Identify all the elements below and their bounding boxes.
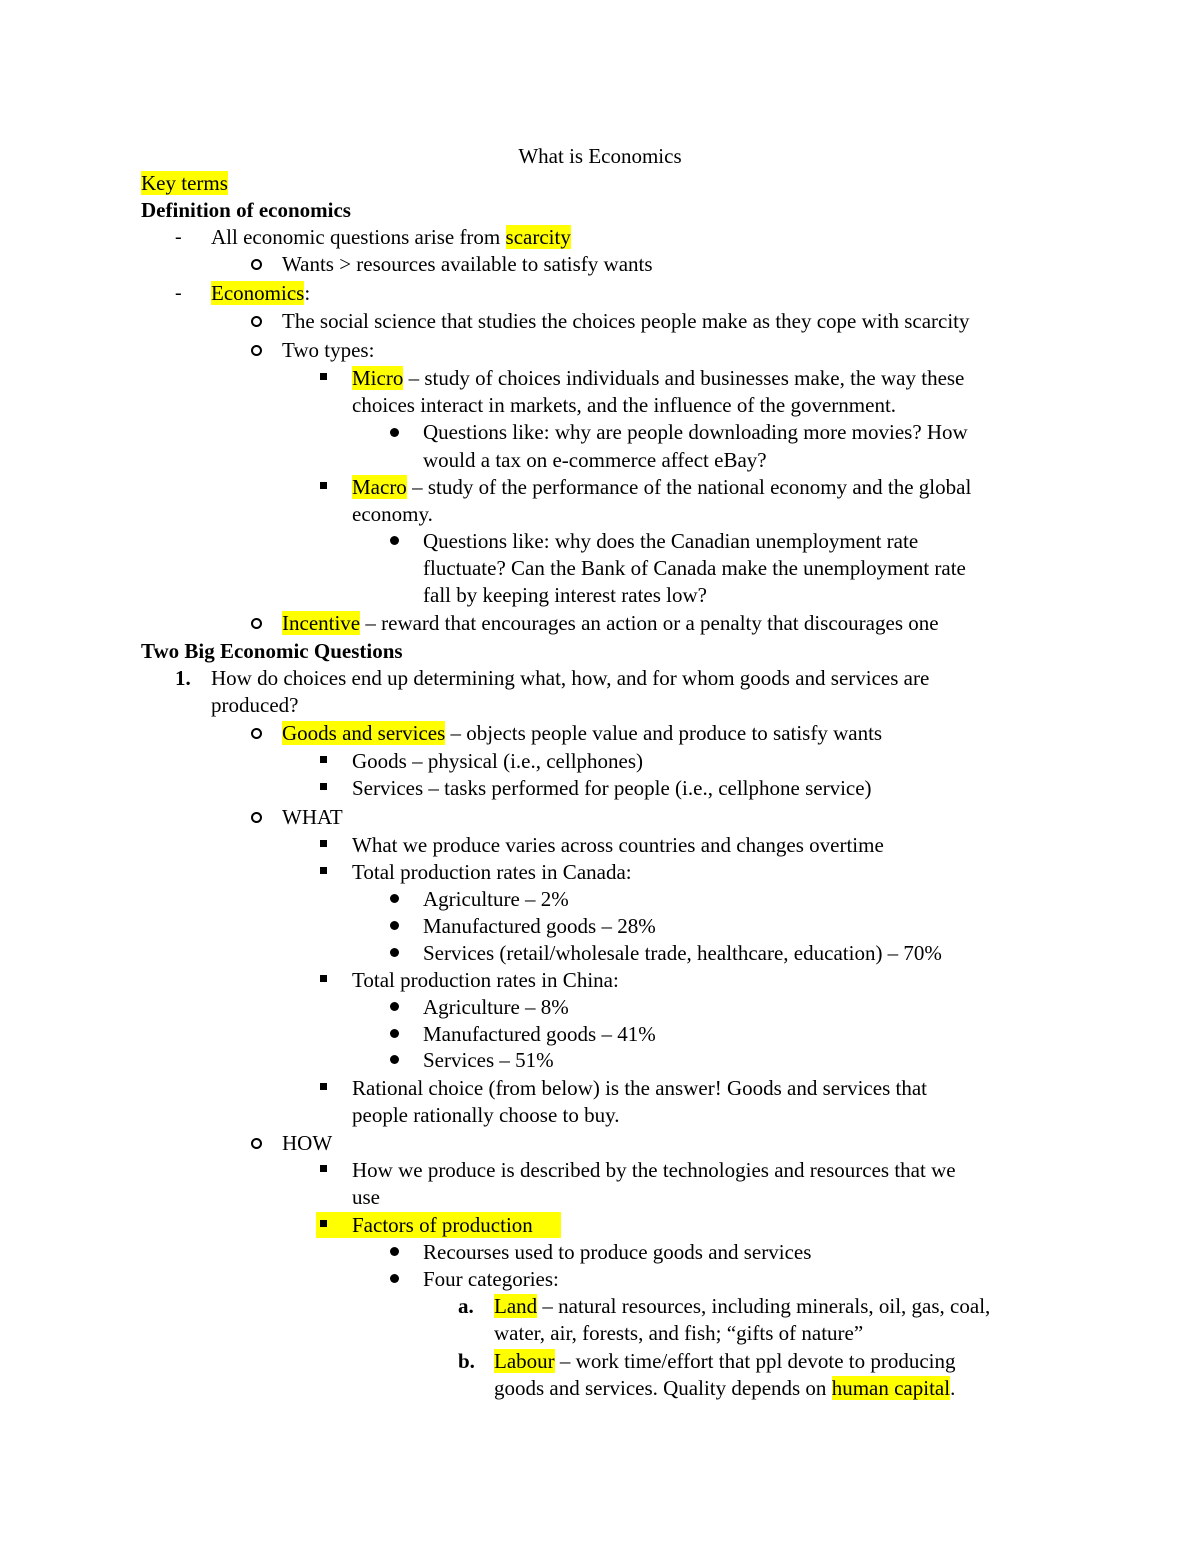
land-line: Land – natural resources, including minerals, oil, gas, coal, xyxy=(494,1294,991,1318)
two-big-questions-heading: Two Big Economic Questions xyxy=(141,639,403,663)
square-bullet-icon xyxy=(320,756,327,763)
factors-label: Factors of production xyxy=(352,1213,533,1237)
china-item: Services – 51% xyxy=(423,1048,554,1072)
ring-bullet-icon xyxy=(251,618,262,629)
key-terms-heading xyxy=(141,169,228,197)
rational-line: Rational choice (from below) is the answer! Goods and services that xyxy=(352,1076,927,1100)
goods-line: Goods – physical (i.e., cellphones) xyxy=(352,749,644,773)
scarcity-line: All economic questions arise from scarcity xyxy=(211,225,571,249)
square-bullet-icon xyxy=(320,867,327,874)
china-item: Manufactured goods – 41% xyxy=(423,1022,656,1046)
ring-bullet-icon xyxy=(251,728,262,739)
human-capital-term: human capital xyxy=(831,1376,951,1400)
question-1-line-2: produced? xyxy=(211,693,299,717)
rational-line-2: people rationally choose to buy. xyxy=(352,1103,620,1127)
what-vary-line: What we produce varies across countries and changes overtime xyxy=(352,833,884,857)
dot-bullet-icon xyxy=(390,894,399,903)
square-bullet-icon xyxy=(320,1220,327,1227)
ring-bullet-icon xyxy=(251,345,262,356)
what-label: WHAT xyxy=(282,805,343,829)
macro-question-line: Questions like: why does the Canadian unemployment rate xyxy=(423,529,919,553)
dot-bullet-icon xyxy=(390,1002,399,1011)
incentive-term: Incentive xyxy=(282,611,361,635)
dot-bullet-icon xyxy=(390,1029,399,1038)
how-line-2: use xyxy=(352,1185,380,1209)
services-line: Services – tasks performed for people (i.e., cellphone service) xyxy=(352,776,872,800)
ring-bullet-icon xyxy=(251,812,262,823)
page-title: What is Economics xyxy=(518,144,682,168)
canada-item: Manufactured goods – 28% xyxy=(423,914,656,938)
scarcity-term: scarcity xyxy=(505,225,571,249)
dot-bullet-icon xyxy=(390,948,399,957)
square-bullet-icon xyxy=(320,975,327,982)
dash-bullet: - xyxy=(175,282,182,304)
macro-line-2: economy. xyxy=(352,502,433,526)
ring-bullet-icon xyxy=(251,316,262,327)
recourses-line: Recourses used to produce goods and services xyxy=(423,1240,812,1264)
macro-line: Macro – study of the performance of the national economy and the global xyxy=(352,475,972,499)
key-terms-text: Key terms xyxy=(141,171,228,195)
macro-question-line-2: fluctuate? Can the Bank of Canada make the unemployment rate xyxy=(423,556,966,580)
economics-line: Economics: xyxy=(211,281,311,305)
goods-services-term: Goods and services xyxy=(282,721,446,745)
land-letter: a. xyxy=(458,1294,474,1318)
four-categories-line: Four categories: xyxy=(423,1267,559,1291)
micro-question-line: Questions like: why are people downloading more movies? How xyxy=(423,420,968,444)
question-1-line: How do choices end up determining what, how, and for whom goods and services are xyxy=(211,666,930,690)
how-label: HOW xyxy=(282,1131,333,1155)
social-science-line: The social science that studies the choices people make as they cope with scarcity xyxy=(282,309,970,333)
square-bullet-icon xyxy=(320,1083,327,1090)
micro-line: Micro – study of choices individuals and businesses make, the way these xyxy=(352,366,965,390)
china-heading: Total production rates in China: xyxy=(352,968,619,992)
question-number: 1. xyxy=(175,666,191,690)
labour-line-2: goods and services. Quality depends on human capital. xyxy=(494,1376,956,1400)
macro-question-line-3: fall by keeping interest rates low? xyxy=(423,583,707,607)
china-item: Agriculture – 8% xyxy=(423,995,569,1019)
dash-bullet: - xyxy=(175,226,182,248)
incentive-line: Incentive – reward that encourages an action or a penalty that discourages one xyxy=(282,611,939,635)
square-bullet-icon xyxy=(320,1165,327,1172)
land-term: Land xyxy=(494,1294,538,1318)
definition-heading: Definition of economics xyxy=(141,198,351,222)
how-line: How we produce is described by the technologies and resources that we xyxy=(352,1158,956,1182)
land-line-2: water, air, forests, and fish; “gifts of nature” xyxy=(494,1321,864,1345)
micro-question-line-2: would a tax on e-commerce affect eBay? xyxy=(423,448,767,472)
ring-bullet-icon xyxy=(251,1138,262,1149)
labour-letter: b. xyxy=(458,1349,475,1373)
square-bullet-icon xyxy=(320,783,327,790)
dot-bullet-icon xyxy=(390,1274,399,1283)
goods-services-line: Goods and services – objects people value and produce to satisfy wants xyxy=(282,721,883,745)
dot-bullet-icon xyxy=(390,1055,399,1064)
dot-bullet-icon xyxy=(390,921,399,930)
ring-bullet-icon xyxy=(251,259,262,270)
labour-line: Labour – work time/effort that ppl devote to producing xyxy=(494,1349,956,1373)
labour-term: Labour xyxy=(494,1349,555,1373)
square-bullet-icon xyxy=(320,373,327,380)
dot-bullet-icon xyxy=(390,1247,399,1256)
micro-line-2: choices interact in markets, and the influence of the government. xyxy=(352,393,897,417)
canada-item: Agriculture – 2% xyxy=(423,887,569,911)
macro-term: Macro xyxy=(352,475,407,499)
square-bullet-icon xyxy=(320,482,327,489)
dot-bullet-icon xyxy=(390,428,399,437)
square-bullet-icon xyxy=(320,840,327,847)
micro-term: Micro xyxy=(352,366,404,390)
dot-bullet-icon xyxy=(390,536,399,545)
economics-term: Economics xyxy=(211,281,305,305)
two-types-line: Two types: xyxy=(282,338,375,362)
canada-heading: Total production rates in Canada: xyxy=(352,860,632,884)
wants-line: Wants > resources available to satisfy wants xyxy=(282,252,653,276)
canada-item: Services (retail/wholesale trade, healthcare, education) – 70% xyxy=(423,941,942,965)
